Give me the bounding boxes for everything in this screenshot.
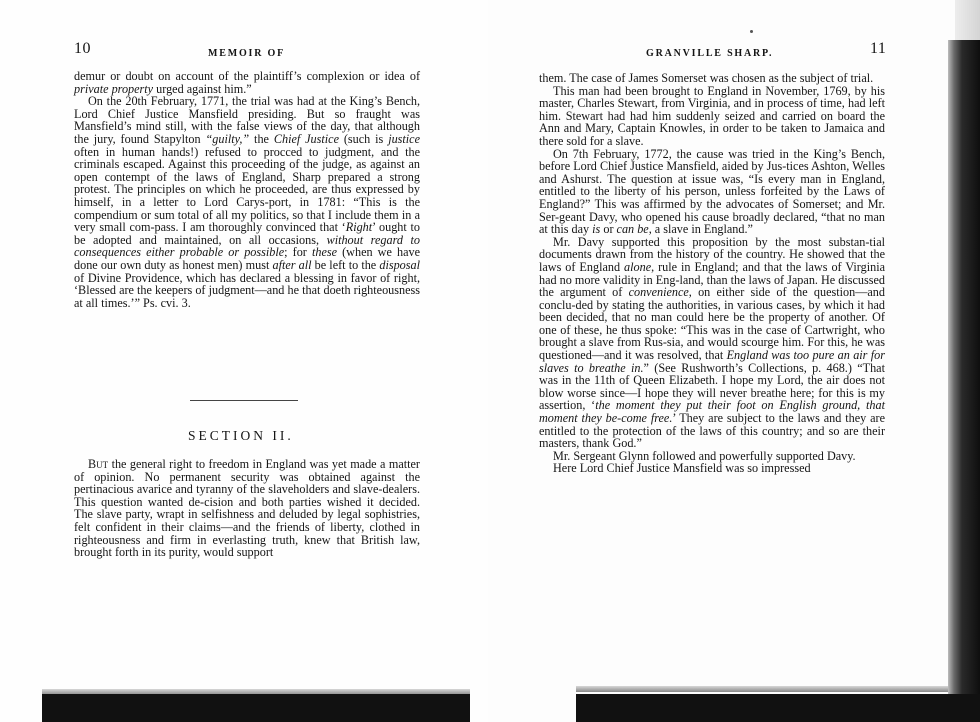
book-edge-top (955, 0, 980, 42)
right-paragraph-3: On 7th February, 1772, the cause was tried in the King’s Bench, before Lord Chief Justice Mansfield, aided by Jus-tices Ashton, Welles and Ashurst. The question at issue was, “Is every man in England, entitled to the liberty of his person, unless forfeited by the Laws of England?” This was affirmed by the advocates of Somerset; and Mr. Ser-geant Davy, who opened his cause broadly declared, “that no man at this day is or can be, a slave in England.” (539, 146, 885, 237)
right-scan-shadow (576, 686, 948, 692)
right-paragraph-1: them. The case of James Somerset was chosen as the subject of trial. (539, 71, 874, 85)
right-paragraph-6: Here Lord Chief Justice Mansfield was so impressed (553, 461, 811, 476)
left-paragraph-2: On the 20th February, 1771, the trial was had at the King’s Bench, Lord Chief Justice Mansfield presiding. But so fraught was Mansfield’s mind still, with the false views of the day, that although the jury, found Stapylton “guilty,” the Chief Justice (such is justice often in human hands!) refused to procced to judgment, and the criminals escaped. Against this proceeding of the judge, as against an open contempt of the laws of England, Sharp prepared a strong protest. The principles on which he proceeded, are thus expressed by himself, in a letter to Lord Carys-port, in 1781: “This is the compendium or sum total of all my politics, so that I include them in a very small com-pass. I am thoroughly convinced that ‘Right’ ought to be adopted and maintained, on all occasions, without regard to consequences either probable or possible; for these (when we have done our own duty as honest men) must after all be left to the disposal of Divine Providence, which has declared a blessing in favor of right, ‘Blessed are the keepers of judgment—and he that doeth righteousness at all times.’” Ps. cvi. 3. (74, 94, 421, 310)
right-paragraph-2: This man had been brought to England in November, 1769, by his master, Charles Stewart, from Virginia, and in process of time, had left him. Stewart had had him suddenly seized and carried on board the Ann and Mary, Captain Knowles, in order to be taken to Jamaica and there sold for a slave. (539, 83, 885, 148)
book-edge-shadow (948, 40, 980, 722)
left-text-block (74, 70, 420, 309)
right-text-block (539, 72, 885, 475)
right-paragraph-5: Mr. Sergeant Glynn followed and powerfully supported Davy. (553, 448, 856, 463)
scan-speck (750, 30, 753, 33)
right-page-number: 11 (870, 40, 887, 57)
left-paragraph-1: demur or doubt on account of the plaintiff’s complexion or idea of private property urged against him.” (74, 69, 420, 96)
section-title: SECTION II. (188, 428, 294, 443)
left-scan-bar (42, 694, 470, 722)
left-paragraph-3: But the general right to freedom in England was yet made a matter of opinion. No permanent security was obtained against the pertinacious avarice and tyranny of the slaveholders and slave-dealers. This question wanted de-cision and both parties wished it decided. The slave party, wrapt in selfishness and deluded by legal sophistries, felt confident in their claims—and the friends of liberty, clothed in righteousness and firm in everlasting truth, knew that British law, brought forth in its purity, would support (74, 457, 420, 560)
right-running-head: GRANVILLE SHARP. (646, 48, 774, 59)
right-paragraph-4: Mr. Davy supported this proposition by the most substan-tial documents drawn from the history of the country. He showed that the laws of England alone, rule in England; and that the laws of Virginia had no more validity in Eng-land, than the laws of Japan. He discussed the argument of convenience, on either side of the question—and conclu-ded by stating the authorities, in various cases, by which it had been decided, that no man could here be the property of another. Of one of these, he thus spoke: “This was in the case of Cartwright, who brought a slave from Rus-sia, and would scourge him. For this, he was questioned—and it was resolved, that England was too pure an air for slaves to breathe in.” (See Rushworth’s Collections, p. 468.) “That was in the 11th of Queen Elizabeth. I hope my Lord, the air does not blow worse since—I hope they will never breathe here; for this is my assertion, ‘the moment they put their foot on English ground, that moment they be-come free.’ They are subject to the laws and they are entitled to the protection of the laws of this country; and so are their masters, thank God.” (539, 234, 886, 451)
right-scan-bar (576, 694, 980, 722)
left-page (0, 0, 488, 722)
section-divider (190, 400, 298, 401)
left-page-number: 10 (74, 40, 91, 57)
left-text-block-2 (74, 458, 420, 559)
right-page (488, 0, 980, 722)
left-running-head: MEMOIR OF (208, 48, 286, 59)
